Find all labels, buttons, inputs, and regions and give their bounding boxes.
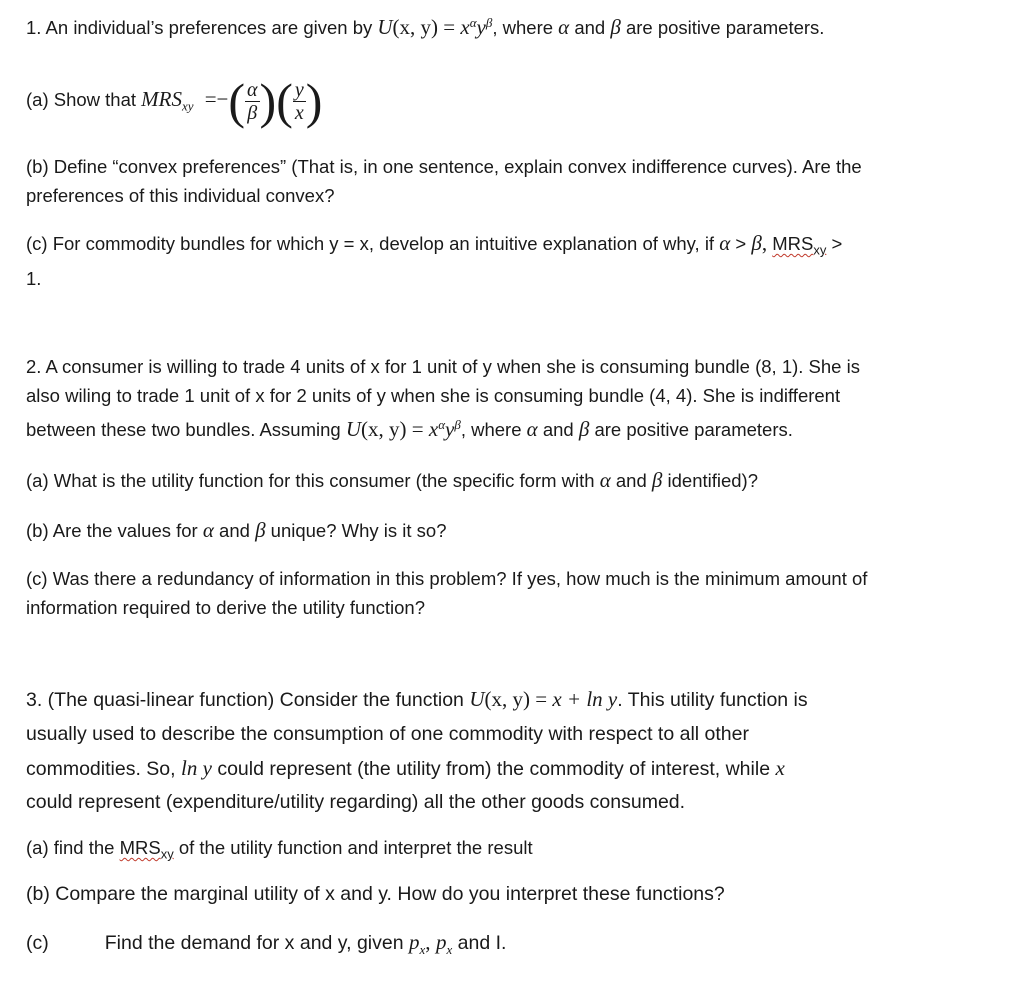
q2-line3: between these two bundles. Assuming U(x, $y) = x^\alpha y^\beta$, where α and β are positive parameters. <box>26 416 793 441</box>
q3-line1: 3. (The quasi-linear function) Consider the function U(x, y) = x + ln y. This utility function is <box>26 687 808 711</box>
q2-line1: 2. A consumer is willing to trade 4 units of x for 1 unit of y when she is consuming bundle (8, 1). She is <box>26 356 860 377</box>
alpha-over-beta: $\frac{\alpha}{\beta}$ <box>247 78 258 124</box>
q1-part-c-line1: (c) For commodity bundles for which y = x, develop an intuitive explanation of why, if α > β, $MRS_{xy}$ > <box>26 231 843 258</box>
y-over-x: $\frac{y}{x}$ <box>294 78 304 124</box>
q2-part-a: (a) What is the utility function for this consumer (the specific form with α and β identified)? <box>26 468 759 492</box>
mrs-xy-spellcheck-2: $MRS_{xy}$ <box>119 837 174 862</box>
q3-line2: usually used to describe the consumption of one commodity with respect to all other <box>26 723 749 745</box>
q3-line3: commodities. So, ln y could represent (the utility from) the commodity of interest, while x <box>26 756 785 780</box>
utility-function: U <box>377 15 393 39</box>
q1-statement: 1. An individual’s preferences are given by U(x, $y) = x^\alpha y^\beta$, where α and β are positive parameters. <box>26 14 825 39</box>
q1-part-c-line2: 1. <box>26 268 42 289</box>
q1-part-b-line2: preferences of this individual convex? <box>26 185 335 206</box>
q2-line2: also wiling to trade 1 unit of x for 2 units of y when she is consuming bundle (4, 4). She is indifferent <box>26 385 841 406</box>
q3-part-b: (b) Compare the marginal utility of x and y. How do you interpret these functions? <box>26 883 725 905</box>
q2-part-c-line2: information required to derive the utility function? <box>26 597 425 618</box>
mrs-xy-spellcheck: $MRS_{xy}$ <box>772 233 827 258</box>
q3-part-c: (c) Find the demand for x and y, given $p_x$, $p_x$ and I. <box>26 930 507 957</box>
q2-part-b: (b) Are the values for α and β unique? Why is it so? <box>26 518 447 542</box>
q2-part-c-line1: (c) Was there a redundancy of information in this problem? If yes, how much is the minimum amount of <box>26 568 868 589</box>
q3-part-a: (a) find the $MRS_{xy}$ of the utility function and interpret the result <box>26 837 533 862</box>
q1-part-a: (a) Show that $MRS_{xy}$ =−( $\frac{\alpha}{\beta}$ )( $\frac{y}{x}$ ) <box>26 73 323 130</box>
q3-line4: could represent (expenditure/utility regarding) all the other goods consumed. <box>26 791 686 813</box>
q1-part-b-line1: (b) Define “convex preferences” (That is, in one sentence, explain convex indifference curves). Are the <box>26 156 862 177</box>
